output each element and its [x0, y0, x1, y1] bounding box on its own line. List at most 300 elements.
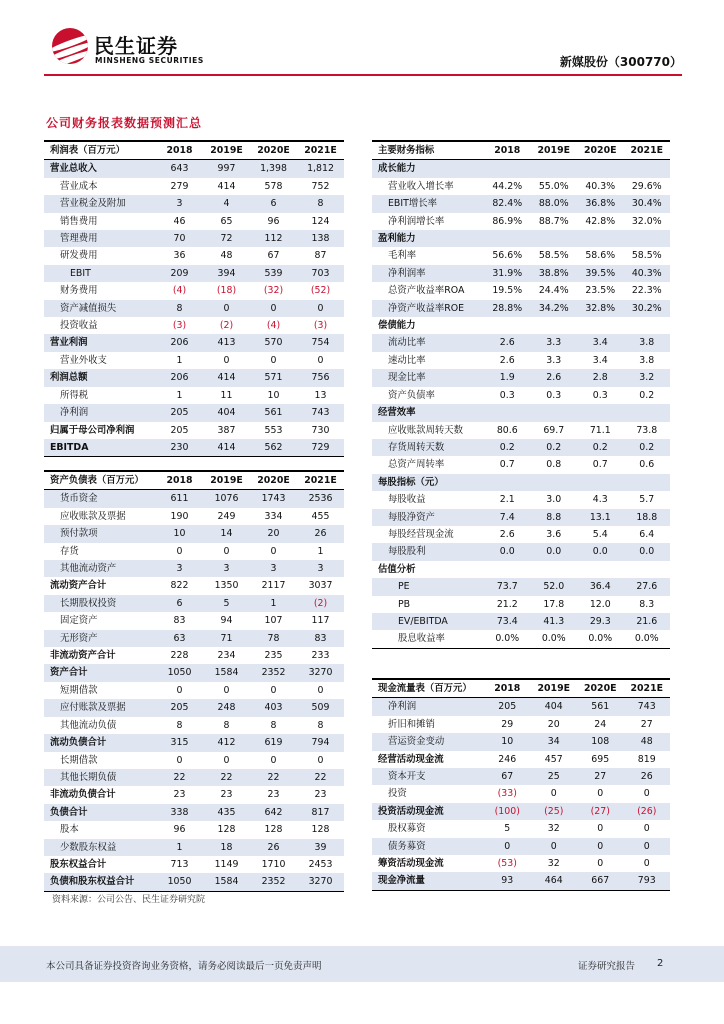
row-label: 营业税金及附加: [44, 195, 156, 212]
cell-value: 22: [297, 769, 344, 786]
row-label: 净资产收益率ROE: [372, 300, 484, 317]
brand-name-cn: 民生证券: [94, 34, 178, 58]
table-row: [44, 856, 344, 873]
cell-value: 34.2%: [531, 300, 578, 317]
cell-value: 3037: [308, 580, 333, 592]
cell-value: 14: [203, 525, 250, 542]
table-row: [372, 578, 670, 595]
table-row: [372, 768, 670, 785]
table-row: [372, 282, 670, 299]
cell-value: 58.6%: [585, 250, 616, 262]
table-row: [44, 317, 344, 334]
table-row: [372, 872, 670, 890]
row-label: 偿债能力: [378, 320, 416, 332]
cell-value: 0.2: [531, 439, 578, 456]
cell-value: 36.8%: [577, 195, 624, 212]
cell-value: 42.8%: [585, 215, 616, 227]
table-row: [44, 839, 344, 856]
table-row: [372, 439, 670, 456]
cell-value: 41.3: [531, 613, 578, 630]
cell-value: 0.2: [639, 389, 655, 401]
row-label: EBITDA: [44, 439, 156, 457]
cell-value: 23: [314, 789, 327, 801]
cell-value: [624, 474, 671, 491]
cell-value: 0: [484, 838, 531, 855]
column-header: 2019E: [203, 141, 250, 160]
table-row: [372, 820, 670, 837]
cell-value: 87: [314, 250, 327, 262]
cell-value: 2536: [297, 490, 344, 508]
row-label: 经营效率: [372, 404, 484, 421]
cell-value: 0.0: [577, 543, 624, 560]
column-header: 2019E: [531, 679, 578, 698]
row-label: 总资产周转率: [388, 459, 445, 471]
cell-value: 1.9: [484, 369, 531, 386]
cell-value: [624, 404, 671, 421]
row-label: 短期借款: [60, 684, 98, 696]
cell-value: 0.0%: [624, 630, 671, 648]
cell-value: 435: [203, 804, 250, 821]
cell-value: 404: [203, 404, 250, 421]
cell-value: [577, 474, 624, 491]
cell-value: [577, 561, 624, 578]
cell-value: 0.3: [499, 389, 515, 401]
row-label: 每股股利: [372, 543, 484, 560]
cell-value: 0: [643, 788, 650, 800]
table-row: [372, 422, 670, 439]
cell-value: 0: [577, 838, 624, 855]
cell-value: 117: [311, 615, 330, 627]
cell-value: 730: [311, 424, 330, 436]
cell-value: (52): [310, 285, 331, 297]
cell-value: 642: [250, 804, 297, 821]
cell-value: 30.2%: [624, 300, 671, 317]
row-label: PB: [398, 598, 411, 610]
cell-value: 3: [203, 560, 250, 577]
row-label: 其他流动资产: [44, 560, 156, 577]
table-row: [44, 769, 344, 786]
cell-value: 2.6: [484, 334, 531, 351]
cell-value: 0: [223, 684, 230, 696]
table-row: [44, 213, 344, 230]
row-label: EV/EBITDA: [372, 613, 484, 630]
row-label: 其他流动负债: [60, 719, 117, 731]
cell-value: 205: [156, 699, 203, 716]
cell-value: 743: [624, 698, 671, 716]
cell-value: 19.5%: [492, 285, 523, 297]
table-row: [372, 838, 670, 855]
cell-value: 3.6: [546, 528, 562, 540]
column-header: 2018: [156, 471, 203, 490]
cell-value: 0: [317, 754, 324, 766]
row-label: 每股指标（元）: [372, 474, 484, 491]
cell-value: 29.3: [577, 613, 624, 630]
table-row: [372, 803, 670, 820]
cell-value: (27): [577, 803, 624, 820]
table-header-row: [372, 679, 670, 698]
column-header: 2020E: [250, 471, 297, 490]
cell-value: 44.2%: [492, 180, 523, 192]
cell-value: 18: [203, 839, 250, 856]
table-row: [372, 317, 670, 334]
cell-value: 3: [156, 560, 203, 577]
cell-value: 96: [173, 824, 186, 836]
cell-value: 21.6: [624, 613, 671, 630]
cell-value: 206: [156, 369, 203, 386]
cell-value: 138: [297, 230, 344, 247]
cell-value: 0: [223, 754, 230, 766]
column-header: 2019E: [531, 141, 578, 160]
cell-value: 0: [317, 684, 324, 696]
cell-value: [624, 561, 671, 578]
cell-value: 412: [203, 734, 250, 751]
cell-value: 3.8: [639, 354, 655, 366]
cell-value: 3: [250, 560, 297, 577]
cell-value: 3.3: [531, 334, 578, 351]
financial-indicators-table: [372, 140, 670, 649]
row-label: 应付账款及票据: [44, 699, 156, 716]
table-row: [44, 717, 344, 734]
cell-value: 58.5%: [631, 250, 662, 262]
cell-value: 8: [270, 719, 277, 731]
cell-value: [577, 317, 624, 334]
cell-value: 0.8: [546, 459, 562, 471]
row-label: 财务费用: [60, 285, 98, 297]
row-label: 少数股东权益: [44, 839, 156, 856]
report-type-label: 证券研究报告: [578, 961, 636, 972]
cell-value: 0.6: [639, 459, 655, 471]
cell-value: [531, 317, 578, 334]
brand-name-en: MINSHENG SECURITIES: [95, 56, 204, 65]
cell-value: 794: [297, 734, 344, 751]
cell-value: 63: [156, 630, 203, 647]
cell-value: 822: [170, 580, 189, 592]
row-label: 营业外收支: [60, 354, 107, 366]
cell-value: 729: [297, 439, 344, 457]
cell-value: 17.8: [543, 598, 565, 610]
cell-value: [577, 160, 624, 178]
cell-value: [624, 317, 671, 334]
cell-value: 2.8: [577, 369, 624, 386]
cell-value: 69.7: [543, 424, 565, 436]
disclaimer-text: 本公司具备证券投资咨询业务资格，请务必阅读最后一页免责声明: [46, 961, 322, 972]
cell-value: 32.0%: [631, 215, 662, 227]
row-label: 净利润: [372, 698, 484, 716]
table-row: [372, 613, 670, 630]
cell-value: 10: [267, 389, 280, 401]
cell-value: 88.0%: [531, 195, 578, 212]
cell-value: 128: [217, 824, 236, 836]
cell-value: 2.1: [499, 494, 515, 506]
cell-value: 3.2: [624, 369, 671, 386]
cell-value: 20: [547, 718, 560, 730]
cell-value: 36: [173, 250, 186, 262]
row-label: 研发费用: [60, 250, 98, 262]
table-row: [44, 577, 344, 594]
cell-value: [624, 230, 671, 247]
cell-value: 26: [624, 768, 671, 785]
cell-value: 414: [217, 180, 236, 192]
table-row: [44, 265, 344, 282]
income-statement-table: [44, 140, 344, 457]
cell-value: 0.0%: [484, 630, 531, 648]
cell-value: [531, 561, 578, 578]
table-row: [372, 509, 670, 526]
table-row: [372, 716, 670, 733]
cell-value: 73.7: [484, 578, 531, 595]
cell-value: 2352: [250, 873, 297, 891]
cell-value: 756: [297, 369, 344, 386]
cell-value: (4): [266, 320, 281, 332]
cell-value: 414: [203, 369, 250, 386]
row-label: 净利润: [44, 404, 156, 421]
cell-value: 334: [264, 510, 283, 522]
row-label: 无形资产: [44, 630, 156, 647]
row-label: 营业利润: [44, 334, 156, 351]
cell-value: 23: [267, 789, 280, 801]
cell-value: 124: [311, 215, 330, 227]
cell-value: 539: [250, 265, 297, 282]
table-row: [372, 855, 670, 872]
cell-value: 817: [297, 804, 344, 821]
cell-value: 209: [156, 265, 203, 282]
cell-value: 20: [250, 525, 297, 542]
row-label: 负债合计: [44, 804, 156, 821]
column-header: 2019E: [203, 471, 250, 490]
cell-value: 3: [156, 195, 203, 212]
cell-value: 38.8%: [531, 265, 578, 282]
cell-value: 578: [264, 180, 283, 192]
row-label: 其他长期负债: [44, 769, 156, 786]
cell-value: 413: [203, 334, 250, 351]
row-label: 应收账款及票据: [60, 510, 126, 522]
cell-value: 0: [270, 545, 277, 557]
cell-value: 13.1: [577, 509, 624, 526]
cell-value: 67: [267, 250, 280, 262]
cell-value: 34: [531, 733, 578, 750]
cell-value: 5.7: [639, 494, 655, 506]
cell-value: 561: [250, 404, 297, 421]
cell-value: 3270: [297, 873, 344, 891]
row-label: 每股净资产: [372, 509, 484, 526]
cell-value: 235: [264, 650, 283, 662]
cell-value: 23: [220, 789, 233, 801]
cell-value: 1350: [214, 580, 239, 592]
row-label: 投资活动现金流: [372, 803, 484, 820]
table-row: [44, 525, 344, 542]
cell-value: 0: [597, 858, 604, 870]
cell-value: 1050: [156, 873, 203, 891]
cell-value: 205: [484, 698, 531, 716]
column-header: 2018: [484, 679, 531, 698]
table-row: [372, 785, 670, 802]
cell-value: [577, 404, 624, 421]
row-label: 资本开支: [372, 768, 484, 785]
cell-value: 8: [297, 195, 344, 212]
table-row: [372, 404, 670, 421]
row-label: 盈利能力: [372, 230, 484, 247]
cell-value: 3.4: [577, 334, 624, 351]
cell-value: 83: [297, 630, 344, 647]
row-label: 利润总额: [44, 369, 156, 386]
cell-value: 0.2: [577, 439, 624, 456]
table-row: [372, 230, 670, 247]
row-label: 长期借款: [60, 754, 98, 766]
table-row: [372, 456, 670, 473]
page-header: [0, 0, 724, 78]
table-row: [372, 352, 670, 369]
cell-value: 23.5%: [585, 285, 616, 297]
cell-value: 88.7%: [538, 215, 569, 227]
cell-value: 13: [314, 389, 327, 401]
table-row: [44, 647, 344, 664]
column-header: 2021E: [297, 471, 344, 490]
row-label: 净利润增长率: [388, 215, 445, 227]
table-row: [44, 352, 344, 369]
row-label: 存货: [60, 545, 79, 557]
table-row: [372, 526, 670, 543]
cell-value: 0.3: [546, 389, 562, 401]
cell-value: 1: [176, 354, 183, 366]
column-header: 2020E: [250, 141, 297, 160]
table-row: [44, 247, 344, 264]
cell-value: 2.6: [499, 354, 515, 366]
cell-value: (33): [497, 788, 517, 800]
cell-value: (2): [219, 320, 234, 332]
cell-value: 67: [484, 768, 531, 785]
row-label: 每股收益: [388, 494, 426, 506]
cell-value: 4.3: [592, 494, 608, 506]
row-label: 每股经营现金流: [388, 528, 454, 540]
cell-value: 22: [250, 769, 297, 786]
cell-value: 70: [156, 230, 203, 247]
row-label: 应收账款周转天数: [388, 424, 464, 436]
row-label: 存货周转天数: [372, 439, 484, 456]
column-header: 2021E: [624, 141, 671, 160]
cell-value: 0.7: [592, 459, 608, 471]
table-row: [372, 491, 670, 508]
cell-value: 0.0: [531, 543, 578, 560]
row-label: 营运资金变动: [372, 733, 484, 750]
cell-value: [531, 404, 578, 421]
row-label: 固定资产: [60, 615, 98, 627]
cell-value: 404: [531, 698, 578, 716]
cell-value: 107: [264, 615, 283, 627]
cell-value: 8.3: [639, 598, 655, 610]
cell-value: 793: [624, 872, 671, 890]
cell-value: 0.2: [484, 439, 531, 456]
cell-value: 27: [577, 768, 624, 785]
row-label: 速动比率: [388, 354, 426, 366]
cell-value: 96: [267, 215, 280, 227]
cell-value: 0: [643, 858, 650, 870]
table-row: [44, 195, 344, 212]
page-number: 2: [657, 958, 664, 969]
table-row: [372, 195, 670, 212]
cell-value: 26: [250, 839, 297, 856]
cell-value: 0: [531, 838, 578, 855]
table-row: [372, 247, 670, 264]
cell-value: 128: [311, 824, 330, 836]
cell-value: 387: [217, 424, 236, 436]
row-label: 股东权益合计: [50, 858, 107, 870]
cell-value: (18): [216, 285, 237, 297]
cell-value: 32: [547, 858, 560, 870]
table-row: [44, 699, 344, 716]
table-row: [44, 630, 344, 647]
table-row: [372, 698, 670, 716]
table-row: [372, 474, 670, 491]
table-row: [44, 682, 344, 699]
table-row: [44, 734, 344, 751]
cell-value: 1: [176, 389, 183, 401]
cell-value: 455: [311, 510, 330, 522]
table-row: [44, 178, 344, 195]
cell-value: 8: [223, 719, 230, 731]
cell-value: 8: [156, 300, 203, 317]
cell-value: 230: [156, 439, 203, 457]
table-row: [44, 595, 344, 612]
cell-value: 3.8: [624, 334, 671, 351]
cell-value: 743: [297, 404, 344, 421]
cell-value: 10: [156, 525, 203, 542]
table-row: [44, 804, 344, 821]
cell-value: 0: [624, 838, 671, 855]
row-label: EBIT增长率: [372, 195, 484, 212]
row-label: 资产减值损失: [44, 300, 156, 317]
cell-value: [531, 474, 578, 491]
cell-value: 36.4: [577, 578, 624, 595]
table-row: [44, 612, 344, 629]
cell-value: 40.3%: [624, 265, 671, 282]
cell-value: 73.4: [484, 613, 531, 630]
cell-value: 414: [203, 439, 250, 457]
row-label: 现金净流量: [372, 872, 484, 890]
cell-value: 394: [203, 265, 250, 282]
row-label: 股权募资: [388, 823, 426, 835]
cell-value: 562: [250, 439, 297, 457]
table-row: [44, 387, 344, 404]
cell-value: 22: [203, 769, 250, 786]
cell-value: 205: [170, 424, 189, 436]
cell-value: 0: [223, 545, 230, 557]
cell-value: 1076: [203, 490, 250, 508]
cell-value: 3.4: [592, 354, 608, 366]
cell-value: 228: [170, 650, 189, 662]
cell-value: 10: [484, 733, 531, 750]
cell-value: 0: [203, 300, 250, 317]
cell-value: 24.4%: [538, 285, 569, 297]
cell-value: 8.8: [531, 509, 578, 526]
cell-value: 611: [156, 490, 203, 508]
cell-value: 0: [297, 300, 344, 317]
cell-value: 819: [637, 753, 656, 765]
cell-value: 0.2: [624, 439, 671, 456]
cell-value: 570: [250, 334, 297, 351]
cell-value: 1: [317, 545, 324, 557]
row-label: 股本: [60, 824, 79, 836]
balance-sheet-table: [44, 470, 344, 892]
cell-value: 1743: [250, 490, 297, 508]
column-header: 2018: [484, 141, 531, 160]
cell-value: 695: [591, 753, 610, 765]
cell-value: 0: [270, 754, 277, 766]
section-title: 公司财务报表数据预测汇总: [46, 116, 203, 130]
cell-value: 561: [577, 698, 624, 716]
cell-value: 27: [640, 718, 653, 730]
column-header: 2018: [156, 141, 203, 160]
cell-value: 28.8%: [484, 300, 531, 317]
